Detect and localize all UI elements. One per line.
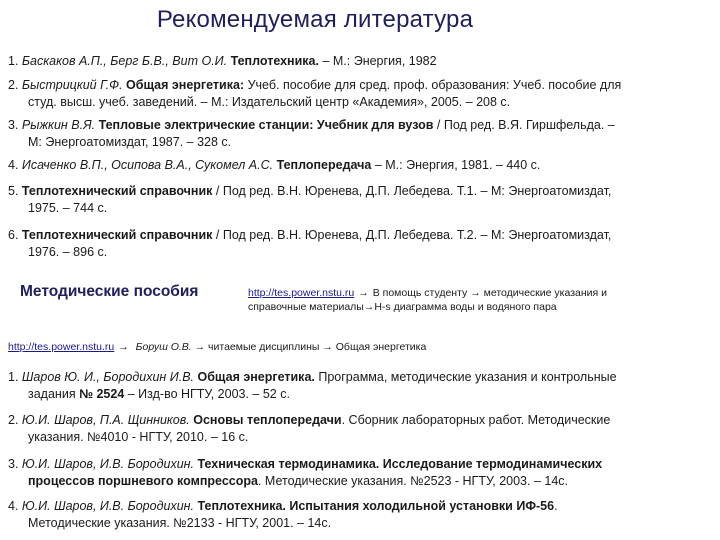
reference-number: 6. <box>8 228 19 242</box>
arrow-icon: → <box>118 341 129 353</box>
manual-title-continued: процессов поршневого компрессора <box>28 474 258 488</box>
manual-title: Основы теплопередачи <box>193 413 342 427</box>
manual-title: Теплотехника. Испытания холодильной установки ИФ-56 <box>197 499 555 513</box>
reference-item-5 <box>8 183 710 217</box>
navigation-trail: → читаемые дисциплины → Общая энергетика <box>194 341 427 353</box>
manual-item-2 <box>8 412 710 446</box>
manual-details: . <box>554 499 558 513</box>
arrow-icon: → <box>358 287 369 299</box>
manual-details: Программа, методические указания и контрольные <box>314 370 617 384</box>
manual-details-continued <box>8 473 710 490</box>
reference-authors: Баскаков А.П., Берг Б.В., Вит О.И. <box>21 54 228 68</box>
manual-details-suffix: – Изд-во НГТУ, 2003. – 52 с. <box>124 387 290 401</box>
manual-details-continued: указания. №4010 - НГТУ, 2010. – 16 с. <box>28 430 249 444</box>
manual-title: Общая энергетика. <box>197 370 315 384</box>
manual-number: 1. <box>8 370 19 384</box>
reference-number: 4. <box>8 158 19 172</box>
page-title: Рекомендуемая литература <box>156 6 474 33</box>
reference-authors: Исаченко В.П., Осипова В.А., Сукомел А.С. <box>21 158 274 172</box>
reference-title: Теплотехника. <box>230 54 319 68</box>
reference-authors: Быстрицкий Г.Ф. <box>21 78 123 92</box>
manual-number: 2. <box>8 413 19 427</box>
reference-details: / Под ред. В.Я. Гиршфельда. – <box>433 118 615 132</box>
manual-authors: Шаров Ю. И., Бородихин И.В. <box>21 370 194 384</box>
reference-details-continued: 1976. – 896 с. <box>28 245 108 259</box>
manual-authors: Ю.И. Шаров, И.В. Бородихин. <box>21 457 194 471</box>
reference-details-continued: М: Энергоатомиздат, 1987. – 328 с. <box>28 135 232 149</box>
link-row <box>8 340 710 354</box>
methodical-path-continued: справочные материалы→H-s диаграмма воды и водяного пара <box>248 301 557 313</box>
methodical-path: В помощь студенту → методические указания и <box>372 287 607 299</box>
manual-details-continued: Методические указания. №2133 - НГТУ, 2001. – 14с. <box>28 516 332 530</box>
reference-item-4 <box>8 157 710 174</box>
reference-number: 1. <box>8 54 19 68</box>
manual-authors: Ю.И. Шаров, И.В. Бородихин. <box>21 499 194 513</box>
reference-details: / Под ред. В.Н. Юренева, Д.П. Лебедева. Т.1. – М: Энергоатомиздат, <box>212 184 612 198</box>
reference-details: / Под ред. В.Н. Юренева, Д.П. Лебедева. Т.2. – М: Энергоатомиздат, <box>212 228 612 242</box>
reference-details: – М.: Энергия, 1982 <box>318 54 437 68</box>
reference-title: Теплотехнический справочник <box>21 184 213 198</box>
reference-title: Теплотехнический справочник <box>21 228 213 242</box>
methodical-heading: Методические пособия <box>20 283 199 300</box>
author-name: Боруш О.В. <box>135 341 192 353</box>
reference-details-continued: студ. высш. учеб. заведений. – М.: Издательский центр «Академия», 2005. – 208 с. <box>28 95 511 109</box>
website-link[interactable]: http://tes.power.nstu.ru <box>248 287 355 299</box>
reference-number: 2. <box>8 78 19 92</box>
manual-title: Техническая термодинамика. Исследование термодинамических <box>197 457 603 471</box>
manual-item-1 <box>8 369 710 403</box>
manual-details-prefix: задания <box>28 387 80 401</box>
reference-details: – М.: Энергия, 1981. – 440 с. <box>371 158 541 172</box>
manual-number: 3. <box>8 457 19 471</box>
website-link[interactable]: http://tes.power.nstu.ru <box>8 341 115 353</box>
manual-details: . Сборник лабораторных работ. Методические <box>341 413 611 427</box>
reference-item-6 <box>8 227 710 261</box>
manual-authors: Ю.И. Шаров, П.А. Щинников. <box>21 413 190 427</box>
reference-item-3 <box>8 117 710 151</box>
manual-item-3 <box>8 456 710 490</box>
reference-authors: Рыжкин В.Я. <box>21 118 96 132</box>
manual-number-label: № 2524 <box>79 387 125 401</box>
methodical-info <box>248 286 710 314</box>
manual-details-continued <box>8 386 710 403</box>
reference-number: 5. <box>8 184 19 198</box>
reference-item-2 <box>8 77 710 111</box>
reference-title: Теплопередача <box>276 158 372 172</box>
reference-title: Общая энергетика: <box>126 78 245 92</box>
reference-number: 3. <box>8 118 19 132</box>
reference-item-1 <box>8 53 710 70</box>
reference-title: Тепловые электрические станции: Учебник для вузов <box>98 118 434 132</box>
manual-item-4 <box>8 498 710 532</box>
manual-number: 4. <box>8 499 19 513</box>
reference-details: Учеб. пособие для сред. проф. образования: Учеб. пособие для <box>244 78 622 92</box>
manual-details: . Методические указания. №2523 - НГТУ, 2003. – 14с. <box>257 474 568 488</box>
reference-details-continued: 1975. – 744 с. <box>28 201 108 215</box>
